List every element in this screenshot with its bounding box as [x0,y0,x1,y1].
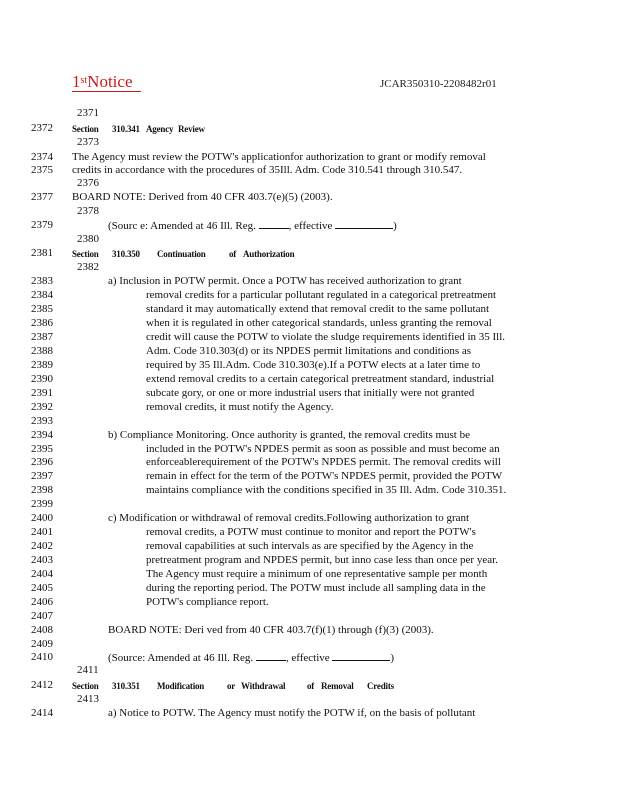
section-title-word: Withdrawal [241,681,286,691]
board-note: BOARD NOTE: Deri ved from 40 CFR 403.7(f)(1) through (f)(3) (2003). [108,624,434,636]
source-text: , effective [288,220,333,232]
section-number: 310.341 [112,124,140,134]
document-id: JCAR350310-2208482r01 [380,78,497,90]
line-number: 2403 [31,554,53,566]
paragraph-c-line: removal credits, a POTW must continue to monitor and report the POTW's [146,526,476,538]
section-heading-310-350 [72,248,294,261]
notice-heading [72,73,141,92]
section-title-word: or [227,681,236,691]
line-number: 2395 [31,443,53,455]
line-number: 2399 [31,498,53,510]
paragraph-a-line: when it is regulated in other categorical standards, unless granting the removal [146,317,492,329]
line-number: 2400 [31,512,53,524]
line-number: 2396 [31,456,53,468]
line-number: 2390 [31,373,53,385]
blank-line [256,651,286,661]
line-number: 2391 [31,387,53,399]
source-note [108,651,394,665]
paragraph-b-line: remain in effect for the term of the POTW's NPDES permit, provided the POTW [146,470,503,482]
section-title-word: Credits [367,681,394,691]
source-note [108,219,397,233]
line-number: 2373 [77,136,99,148]
line-number: 2409 [31,638,53,650]
line-number: 2381 [31,247,53,259]
source-text: , effective [285,652,330,664]
paragraph-a-line: Adm. Code 310.303(d) or its NPDES permit limitations and conditions as [146,345,472,357]
paragraph-a-line: extend removal credits to a certain categorical pretreatment standard, industrial [146,373,495,385]
line-number: 2413 [77,693,99,705]
source-text: ) [390,652,395,664]
line-number: 2371 [77,107,99,119]
source-text: (Sourc e: Amended at 46 Ill. Reg. [108,220,256,232]
line-number: 2378 [77,205,99,217]
body-line: The Agency must review the POTW's applicationfor authorization to grant or modify removal [72,151,486,163]
line-number: 2405 [31,582,53,594]
paragraph-c-line: The Agency must require a minimum of one representative sample per month [146,568,488,580]
section-title-word: Agency [146,124,174,134]
line-number: 2404 [31,568,53,580]
section-title-word: of [307,681,315,691]
paragraph-a-line: removal credits, it must notify the Agency. [146,401,334,413]
paragraph-b-line: maintains compliance with the conditions specified in 35 Ill. Adm. Code 310.351. [146,484,507,496]
line-number: 2375 [31,164,53,176]
line-number: 2394 [31,429,53,441]
section-heading-310-351 [72,680,394,693]
line-number: 2379 [31,219,53,231]
blank-line [335,219,393,229]
line-number: 2392 [31,401,53,413]
line-number: 2410 [31,651,53,663]
line-number: 2406 [31,596,53,608]
notice-number: 1 [72,72,81,91]
body-line: credits in accordance with the procedures of 35Ill. Adm. Code 310.541 through 310.547. [72,164,463,176]
line-number: 2385 [31,303,53,315]
line-number: 2382 [77,261,99,273]
line-number: 2414 [31,707,53,719]
section-number: 310.350 [112,249,140,259]
line-number: 2376 [77,177,99,189]
line-number: 2386 [31,317,53,329]
paragraph-c-line: pretreatment program and NPDES permit, but inno case less than once per year. [146,554,498,566]
section-title-word: of [229,249,237,259]
line-number: 2401 [31,526,53,538]
notice-suffix: st [80,75,88,86]
paragraph-a-line: credit will cause the POTW to violate the sludge requirements identified in 35 Ill. [146,331,506,343]
line-number: 2398 [31,484,53,496]
paragraph-b-line: b) Compliance Monitoring. Once authority is granted, the removal credits must be [108,429,470,441]
line-number: 2389 [31,359,53,371]
section-number: 310.351 [112,681,140,691]
line-number: 2377 [31,191,53,203]
paragraph-c-line: c) Modification or withdrawal of removal credits.Following authorization to grant [108,512,470,524]
blank-line [332,651,390,661]
paragraph-c-line: during the reporting period. The POTW must include all sampling data in the [146,582,486,594]
paragraph-b-line: included in the POTW's NPDES permit as soon as possible and must become an [146,443,500,455]
section-title-word: Removal [321,681,354,691]
board-note: BOARD NOTE: Derived from 40 CFR 403.7(e)(5) (2003). [72,191,333,203]
section-label: Section [72,249,99,259]
notice-word: Notice [87,72,133,91]
line-number: 2397 [31,470,53,482]
paragraph-c-line: POTW's compliance report. [146,596,269,608]
source-text: (Source: Amended at 46 Ill. Reg. [108,652,254,664]
paragraph-a-line: a) Notice to POTW. The Agency must notify the POTW if, on the basis of pollutant [108,707,476,719]
paragraph-a-line: a) Inclusion in POTW permit. Once a POTW has received authorization to grant [108,275,462,287]
section-title-word: Review [178,124,205,134]
paragraph-b-line: enforceablerequirement of the POTW's NPDES permit. The removal credits will [146,456,501,468]
section-label: Section [72,681,99,691]
source-text: ) [393,220,397,232]
line-number: 2388 [31,345,53,357]
paragraph-a-line: required by 35 Ill.Adm. Code 310.303(e).If a POTW elects at a later time to [146,359,481,371]
line-number: 2393 [31,415,53,427]
line-number: 2380 [77,233,99,245]
line-number: 2408 [31,624,53,636]
section-title-word: Authorization [243,249,295,259]
paragraph-a-line: subcate gory, or one or more industrial users that initially were not granted [146,387,475,399]
paragraph-a-line: removal credits for a particular pollutant regulated in a categorical pretreatment [146,289,497,301]
line-number: 2383 [31,275,53,287]
line-number: 2412 [31,679,53,691]
line-number: 2374 [31,151,53,163]
section-label: Section [72,124,99,134]
section-title-word: Continuation [157,249,206,259]
line-number: 2384 [31,289,53,301]
line-number: 2402 [31,540,53,552]
paragraph-c-line: removal capabilities at such intervals as are specified by the Agency in the [146,540,474,552]
section-title-word: Modification [157,681,205,691]
blank-line [259,219,289,229]
line-number: 2372 [31,122,53,134]
section-heading-310-341 [72,123,205,136]
line-number: 2387 [31,331,53,343]
line-number: 2411 [77,664,99,676]
paragraph-a-line: standard it may automatically extend that removal credit to the same pollutant [146,303,490,315]
line-number: 2407 [31,610,53,622]
